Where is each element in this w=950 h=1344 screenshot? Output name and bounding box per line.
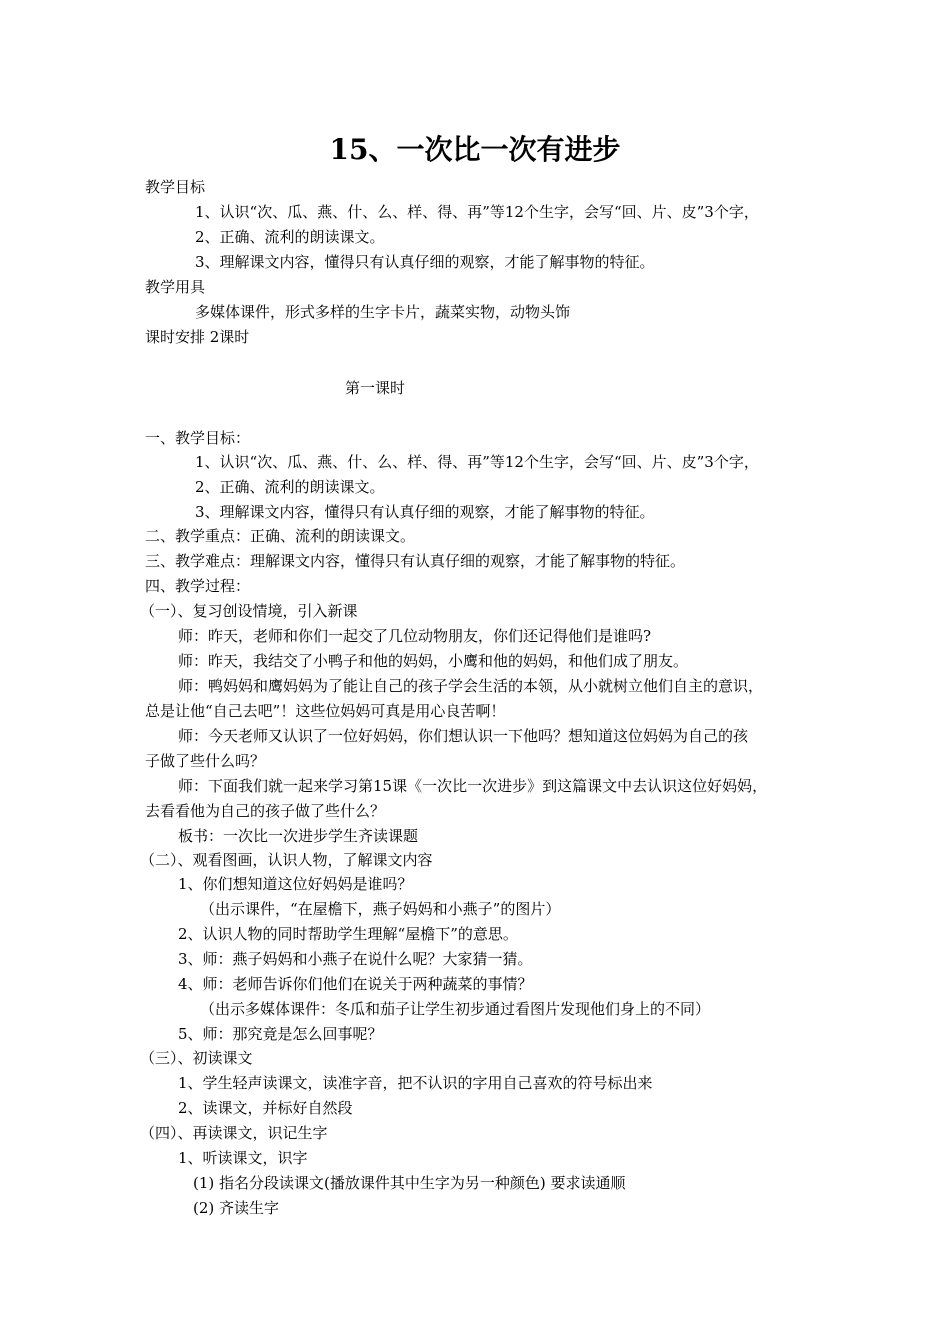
sub-list-item: (2) 齐读生字 <box>193 1199 280 1217</box>
teaching-difficulty: 三、教学难点：理解课文内容，懂得只有认真仔细的观察，才能了解事物的特征。 <box>145 552 686 570</box>
paragraph-line: 师：下面我们就一起来学习第15课《一次比一次进步》到这篇课文中去认识这位好妈妈， <box>178 777 768 795</box>
goal-item-3: 3、理解课文内容，懂得只有认真仔细的观察，才能了解事物的特征。 <box>195 253 655 271</box>
list-item: 1、听读课文，识字 <box>178 1149 308 1167</box>
lesson-goal-item-3: 3、理解课文内容，懂得只有认真仔细的观察，才能了解事物的特征。 <box>195 503 655 521</box>
lesson-goal-item-1: 1、认识“次、瓜、燕、什、么、样、得、再”等12个生字，会写“回、片、皮”3个字， <box>195 453 759 471</box>
paragraph-line: 师：昨天，老师和你们一起交了几位动物朋友，你们还记得他们是谁吗? <box>178 627 652 645</box>
heading-lesson-goals: 一、教学目标： <box>145 429 251 447</box>
sub-list-item: (1) 指名分段读课文(播放课件其中生字为另一种颜色) 要求读通顺 <box>193 1174 626 1192</box>
step-1-heading: （一）、复习创设情境，引入新课 <box>140 602 358 620</box>
teaching-focus: 二、教学重点：正确、流利的朗读课文。 <box>145 527 416 545</box>
goal-item-2: 2、正确、流利的朗读课文。 <box>195 228 385 246</box>
step-4-heading: （四）、再读课文，识记生字 <box>140 1124 328 1142</box>
list-item: 4、师：老师告诉你们他们在说关于两种蔬菜的事情？ <box>178 975 533 993</box>
list-item: 1、你们想知道这位好妈妈是谁吗？ <box>178 875 413 893</box>
list-item: 5、师：那究竟是怎么回事呢？ <box>178 1025 383 1043</box>
heading-teaching-process: 四、教学过程： <box>145 577 251 595</box>
paragraph-line: 师：昨天，我结交了小鸭子和他的妈妈，小鹰和他的妈妈，和他们成了朋友。 <box>178 652 689 670</box>
heading-teaching-goals: 教学目标 <box>145 178 206 196</box>
paragraph-line: 师：今天老师又认识了一位好妈妈，你们想认识一下他吗？想知道这位妈妈为自己的孩 <box>178 727 749 745</box>
list-item: 3、师：燕子妈妈和小燕子在说什么呢？大家猜一猜。 <box>178 950 533 968</box>
document-title: 15、一次比一次有进步 <box>329 133 621 166</box>
list-item-note: （出示多媒体课件：冬瓜和茄子让学生初步通过看图片发现他们身上的不同） <box>200 1000 711 1018</box>
paragraph-line: 总是让他“自己去吧”！这些位妈妈可真是用心良苦啊！ <box>145 702 506 720</box>
teaching-tools-text: 多媒体课件，形式多样的生字卡片，蔬菜实物，动物头饰 <box>195 303 571 321</box>
heading-teaching-tools: 教学用具 <box>145 278 206 296</box>
lesson-schedule: 课时安排 2课时 <box>145 328 250 346</box>
section-first-lesson: 第一课时 <box>345 379 406 397</box>
list-item: 1、学生轻声读课文，读准字音，把不认识的字用自己喜欢的符号标出来 <box>178 1074 653 1092</box>
paragraph-line: 子做了些什么吗？ <box>145 752 266 770</box>
step-3-heading: （三）、初读课文 <box>140 1049 253 1067</box>
paragraph-line: 去看看他为自己的孩子做了些什么？ <box>145 802 386 820</box>
step-2-heading: （二）、观看图画，认识人物，了解课文内容 <box>140 851 433 869</box>
paragraph-line: 师：鸭妈妈和鹰妈妈为了能让自己的孩子学会生活的本领，从小就树立他们自主的意识， <box>178 677 764 695</box>
goal-item-1: 1、认识“次、瓜、燕、什、么、样、得、再”等12个生字，会写“回、片、皮”3个字， <box>195 203 759 221</box>
list-item: 2、读课文，并标好自然段 <box>178 1099 353 1117</box>
list-item-note: （出示课件，“在屋檐下，燕子妈妈和小燕子”的图片） <box>200 900 561 918</box>
blackboard-note: 板书：一次比一次进步学生齐读课题 <box>178 827 419 845</box>
lesson-goal-item-2: 2、正确、流利的朗读课文。 <box>195 478 385 496</box>
list-item: 2、认识人物的同时帮助学生理解“屋檐下”的意思。 <box>178 925 518 943</box>
